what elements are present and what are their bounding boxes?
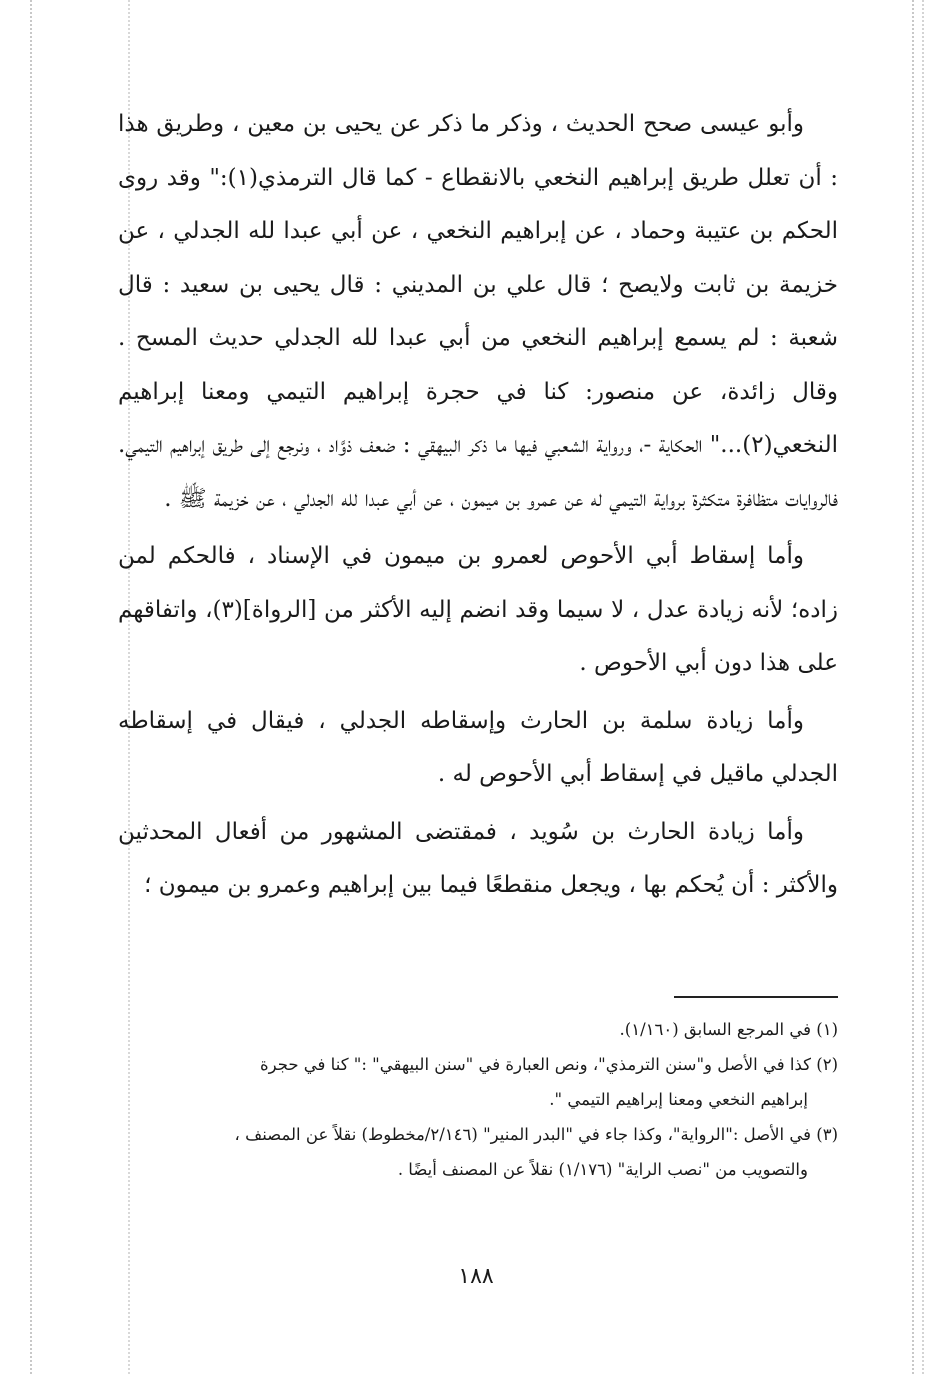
footnotes [118, 1012, 838, 1187]
footnote-3: (٣) في الأصل :"الرواية"، وكذا جاء في "البدر المنير" (٢/١٤٦/مخطوط) نقلاً عن المصنف ، [234, 1125, 838, 1144]
footnote-2-continuation: إبراهيم النخعي ومعنا إبراهيم التيمي ". [549, 1090, 808, 1109]
page-number: ١٨٨ [458, 1264, 494, 1289]
paragraph-2: وأما إسقاط أبي الأحوص لعمرو بن ميمون في الإسناد ، فالحكم لمن زاده؛ لأنه زيادة عدل ، لا سيما وقد انضم إليه الأكثر من [الرواة](٣)، واتفاقهم على هذا دون أبي الأحوص . [118, 543, 838, 676]
footnote-1: (١) في المرجع السابق (١/١٦٠). [619, 1020, 838, 1039]
scan-dotted-line [912, 0, 914, 1374]
footnote-2: (٢) كذا في الأصل و"سنن الترمذي"، ونص العبارة في "سنن البيهقي" :" كنا في حجرة [259, 1055, 838, 1074]
paragraph-1: وأبو عيسى صحح الحديث ، وذكر ما ذكر عن يحيى بن معين ، وطريق هذا : أن تعلل طريق إبراهيم النخعي بالانقطاع - كما قال الترمذي(١):" وقد روى الحكم بن عتيبة وحماد ، عن إبراهيم النخعي ، عن أبي عبدا لله الجدلي ، عن خزيمة بن ثابت ولايصح ؛ قال علي بن المديني : قال يحيى بن سعيد : قال شعبة : لم يسمع إبراهيم النخعي من أبي عبدا لله الجدلي حديث المسح . وقال زائدة، عن منصور: كنا في حجرة إبراهيم التيمي ومعنا إبراهيم النخعي(٢)..." الحكاية -، ورواية الشعبي فيها ما ذكر البيهقي : ضعف ذوَّاد ، ونرجع إلى طريق إبراهيم التيمي. فالروايات متظافرة متكثرة برواية التيمي له عن عمرو بن ميمون ، عن أبي عبدا لله الجدلي ، عن خزيمة ﷺ . [118, 111, 838, 512]
main-text [118, 98, 838, 913]
paragraph-3: وأما زيادة سلمة بن الحارث وإسقاطه الجدلي ، فيقال في إسقاطه الجدلي ماقيل في إسقاط أبي الأحوص له . [118, 707, 838, 787]
footnote-3-continuation: والتصويب من "نصب الراية" (١/١٧٦) نقلاً عن المصنف أيضًا . [397, 1160, 808, 1179]
paragraph-4: وأما زيادة الحارث بن سُويد ، فمقتضى المشهور من أفعال المحدثين والأكثر : أن يُحكم بها ، ويجعل منقطعًا فيما بين إبراهيم وعمرو بن ميمون ؛ [118, 818, 838, 898]
footnote-separator [674, 996, 838, 998]
scan-dotted-line [30, 0, 32, 1374]
scan-dotted-line [922, 0, 924, 1374]
